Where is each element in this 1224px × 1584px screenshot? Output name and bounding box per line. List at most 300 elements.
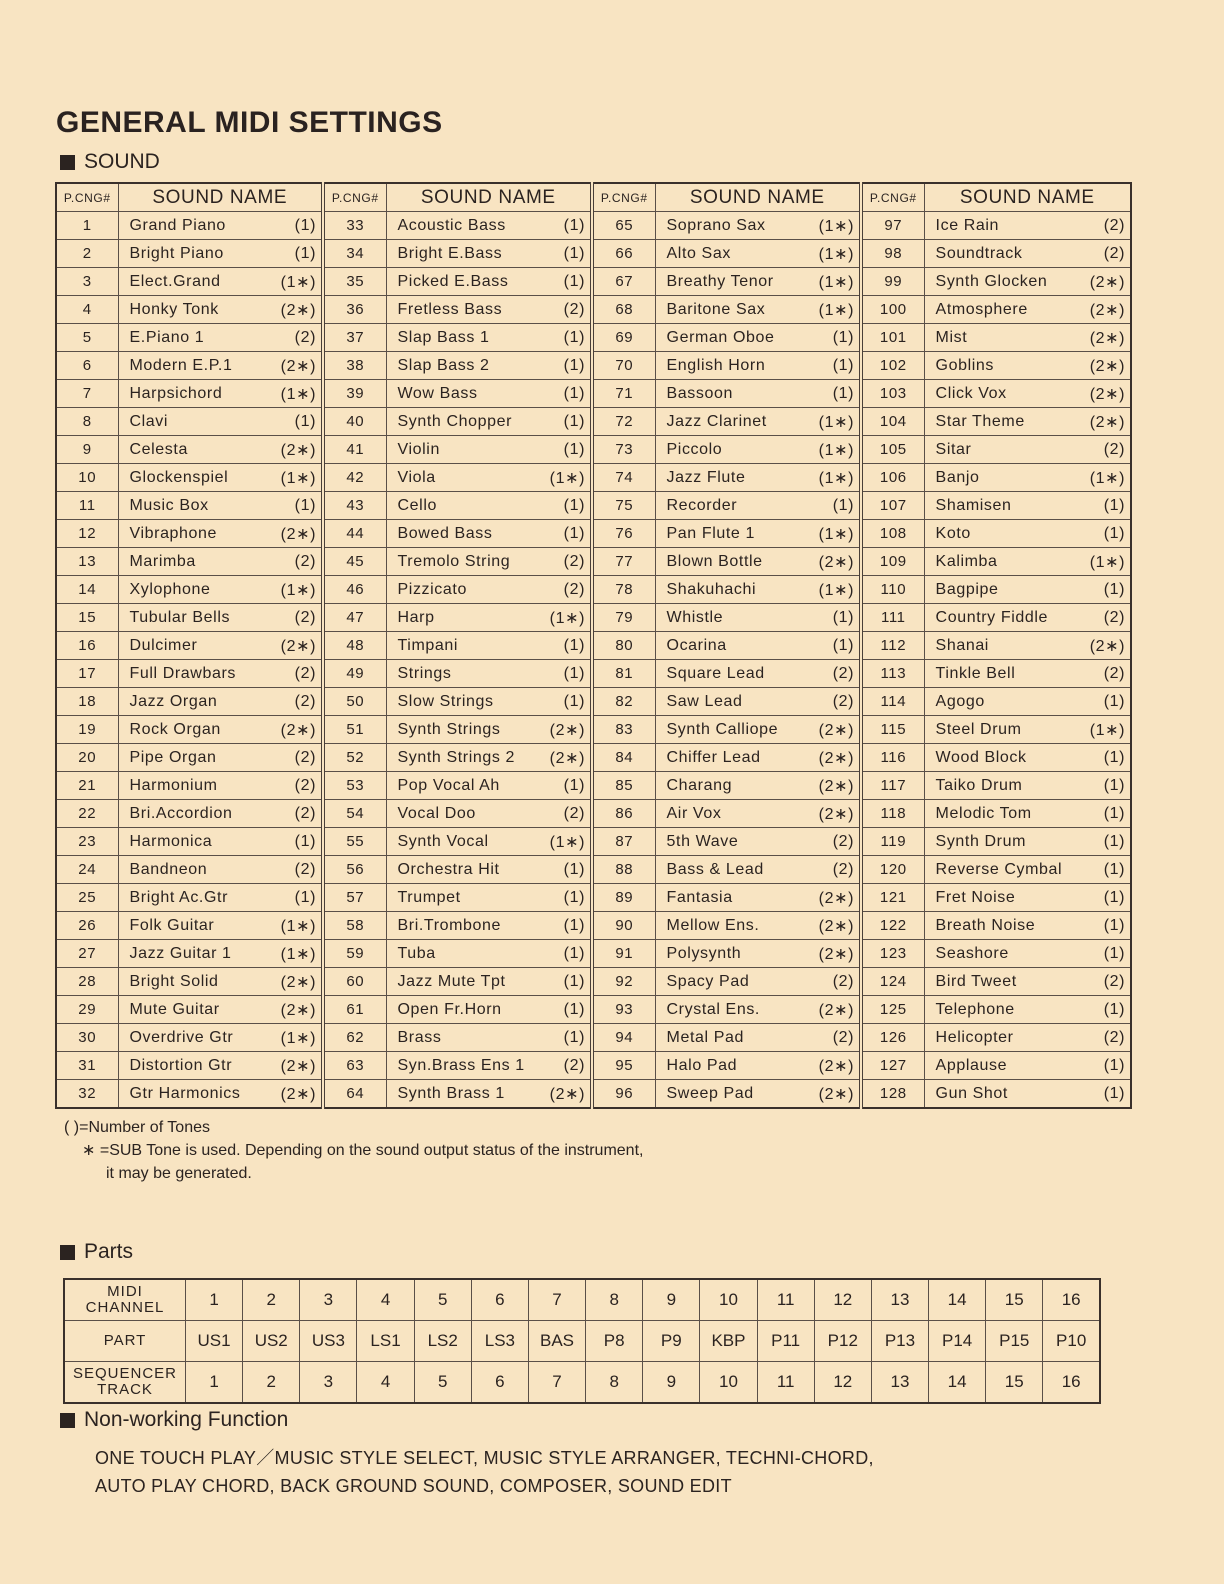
pcng-cell: 65 [592,212,655,240]
sound-name-cell: Applause [924,1052,1067,1080]
tones-cell: (2∗) [258,968,323,996]
sound-name-cell: Ice Rain [924,212,1067,240]
sound-name-cell: Harmonica [118,828,258,856]
tones-cell: (1∗) [798,408,861,436]
sound-name-cell: Taiko Drum [924,772,1067,800]
parts-cell: 2 [243,1362,300,1404]
tones-cell: (1) [529,996,592,1024]
parts-cell: 12 [814,1279,871,1321]
sound-name-cell: Fretless Bass [386,296,529,324]
table-row [56,268,1131,296]
pcng-cell: 1 [56,212,118,240]
sound-name-cell: Mute Guitar [118,996,258,1024]
pcng-cell: 102 [861,352,924,380]
sound-name-cell: Goblins [924,352,1067,380]
pcng-cell: 100 [861,296,924,324]
sound-name-cell: Star Theme [924,408,1067,436]
tones-cell: (1) [529,520,592,548]
sound-name-cell: Elect.Grand [118,268,258,296]
parts-row-label: PART [64,1321,186,1362]
tones-cell: (1∗) [258,576,323,604]
table-row [56,548,1131,576]
tones-cell: (1∗) [798,520,861,548]
sound-name-cell: Strings [386,660,529,688]
sound-name-cell: Mellow Ens. [655,912,798,940]
tones-cell: (1) [1067,800,1131,828]
tones-cell: (1) [529,632,592,660]
tones-cell: (1) [529,240,592,268]
sound-name-cell: Clavi [118,408,258,436]
tones-cell: (2) [258,324,323,352]
header-sound-name: SOUND NAME [386,183,592,212]
tones-cell: (1∗) [258,940,323,968]
sound-name-cell: Harmonium [118,772,258,800]
tones-cell: (2∗) [258,436,323,464]
sound-name-cell: Tuba [386,940,529,968]
pcng-cell: 38 [323,352,386,380]
parts-cell: 1 [186,1279,243,1321]
pcng-cell: 7 [56,380,118,408]
sound-name-cell: Bri.Accordion [118,800,258,828]
pcng-cell: 62 [323,1024,386,1052]
pcng-cell: 16 [56,632,118,660]
sound-name-cell: Soprano Sax [655,212,798,240]
pcng-cell: 103 [861,380,924,408]
tones-cell: (1) [798,632,861,660]
header-pcng: P.CNG# [861,183,924,212]
sound-name-cell: Mist [924,324,1067,352]
pcng-cell: 11 [56,492,118,520]
parts-cell: 6 [471,1362,528,1404]
pcng-cell: 104 [861,408,924,436]
table-row [56,520,1131,548]
tones-cell: (2) [258,772,323,800]
tones-cell: (2) [1067,1024,1131,1052]
parts-section-heading [60,1240,133,1264]
sound-name-cell: 5th Wave [655,828,798,856]
sound-name-cell: Helicopter [924,1024,1067,1052]
tones-cell: (1) [529,856,592,884]
sound-name-cell: Celesta [118,436,258,464]
sound-name-cell: Syn.Brass Ens 1 [386,1052,529,1080]
parts-cell: P9 [643,1321,700,1362]
bullet-square-icon [60,1245,75,1260]
parts-cell: P12 [814,1321,871,1362]
tones-cell: (1) [1067,828,1131,856]
tones-cell: (1) [529,884,592,912]
tones-cell: (1∗) [1067,464,1131,492]
pcng-cell: 115 [861,716,924,744]
parts-cell: 11 [757,1279,814,1321]
pcng-cell: 14 [56,576,118,604]
pcng-cell: 39 [323,380,386,408]
parts-cell: P10 [1043,1321,1100,1362]
header-sound-name: SOUND NAME [118,183,323,212]
pcng-cell: 81 [592,660,655,688]
table-row [56,968,1131,996]
parts-cell: P15 [986,1321,1043,1362]
pcng-cell: 86 [592,800,655,828]
sound-name-cell: Breath Noise [924,912,1067,940]
sound-name-cell: Open Fr.Horn [386,996,529,1024]
tones-cell: (2∗) [1067,380,1131,408]
tones-cell: (1) [529,268,592,296]
sound-name-cell: Bright E.Bass [386,240,529,268]
pcng-cell: 92 [592,968,655,996]
tones-cell: (2) [1067,212,1131,240]
tones-cell: (2) [1067,240,1131,268]
pcng-cell: 37 [323,324,386,352]
pcng-cell: 71 [592,380,655,408]
tones-cell: (1∗) [798,464,861,492]
pcng-cell: 123 [861,940,924,968]
sound-name-cell: Reverse Cymbal [924,856,1067,884]
pcng-cell: 33 [323,212,386,240]
tones-cell: (1) [529,1024,592,1052]
pcng-cell: 120 [861,856,924,884]
nonworking-heading-label: Non-working Function [84,1408,289,1431]
nonworking-section-heading [60,1408,288,1432]
sound-name-cell: Shamisen [924,492,1067,520]
pcng-cell: 25 [56,884,118,912]
sound-table [55,182,1132,1109]
sound-name-cell: Atmosphere [924,296,1067,324]
parts-cell: P8 [586,1321,643,1362]
tones-cell: (1) [1067,744,1131,772]
pcng-cell: 64 [323,1080,386,1109]
tones-cell: (2) [258,800,323,828]
parts-cell: 7 [528,1279,585,1321]
parts-cell: 12 [814,1362,871,1404]
pcng-cell: 54 [323,800,386,828]
table-row [56,464,1131,492]
pcng-cell: 94 [592,1024,655,1052]
sound-section-heading [60,150,160,174]
pcng-cell: 124 [861,968,924,996]
bullet-square-icon [60,155,75,170]
sound-name-cell: Recorder [655,492,798,520]
pcng-cell: 30 [56,1024,118,1052]
tones-cell: (1) [529,968,592,996]
tones-cell: (1) [258,884,323,912]
pcng-cell: 85 [592,772,655,800]
parts-cell: LS1 [357,1321,414,1362]
pcng-cell: 27 [56,940,118,968]
table-row [56,856,1131,884]
parts-cell: 5 [414,1362,471,1404]
sound-name-cell: Jazz Mute Tpt [386,968,529,996]
sound-name-cell: Wood Block [924,744,1067,772]
pcng-cell: 59 [323,940,386,968]
pcng-cell: 52 [323,744,386,772]
pcng-cell: 51 [323,716,386,744]
pcng-cell: 2 [56,240,118,268]
table-row [56,436,1131,464]
pcng-cell: 41 [323,436,386,464]
sound-name-cell: Bird Tweet [924,968,1067,996]
parts-cell: US3 [300,1321,357,1362]
sequencer-track-row [64,1362,1100,1404]
pcng-cell: 26 [56,912,118,940]
tones-cell: (2∗) [798,884,861,912]
tones-cell: (1∗) [798,436,861,464]
sound-name-cell: Banjo [924,464,1067,492]
tones-cell: (2∗) [1067,324,1131,352]
sound-name-cell: Folk Guitar [118,912,258,940]
tones-cell: (2∗) [258,632,323,660]
pcng-cell: 70 [592,352,655,380]
sound-name-cell: Alto Sax [655,240,798,268]
sound-name-cell: Ocarina [655,632,798,660]
parts-cell: US1 [186,1321,243,1362]
tones-cell: (2∗) [529,716,592,744]
tones-cell: (2) [258,744,323,772]
sound-name-cell: Synth Calliope [655,716,798,744]
table-row [56,240,1131,268]
tones-cell: (1∗) [529,604,592,632]
pcng-cell: 106 [861,464,924,492]
pcng-cell: 125 [861,996,924,1024]
sound-name-cell: Metal Pad [655,1024,798,1052]
parts-cell: 10 [700,1279,757,1321]
pcng-cell: 122 [861,912,924,940]
sound-name-cell: Picked E.Bass [386,268,529,296]
pcng-cell: 118 [861,800,924,828]
sound-name-cell: Synth Drum [924,828,1067,856]
parts-cell: LS2 [414,1321,471,1362]
tones-cell: (1) [798,492,861,520]
pcng-cell: 47 [323,604,386,632]
parts-cell: 8 [586,1279,643,1321]
pcng-cell: 84 [592,744,655,772]
tones-cell: (1) [529,380,592,408]
pcng-cell: 99 [861,268,924,296]
pcng-cell: 13 [56,548,118,576]
tones-cell: (2) [529,1052,592,1080]
sound-name-cell: Agogo [924,688,1067,716]
table-row [56,912,1131,940]
tones-cell: (2) [798,856,861,884]
tones-cell: (1∗) [529,464,592,492]
tones-cell: (2∗) [798,1052,861,1080]
tones-cell: (1) [529,212,592,240]
tones-cell: (1∗) [798,296,861,324]
pcng-cell: 57 [323,884,386,912]
sound-name-cell: Koto [924,520,1067,548]
table-row [56,632,1131,660]
parts-cell: 4 [357,1279,414,1321]
tones-cell: (1∗) [1067,548,1131,576]
parts-cell: 16 [1043,1279,1100,1321]
pcng-cell: 98 [861,240,924,268]
header-pcng: P.CNG# [323,183,386,212]
tones-cell: (2∗) [798,996,861,1024]
tones-cell: (2∗) [529,1080,592,1109]
sound-name-cell: Sweep Pad [655,1080,798,1109]
pcng-cell: 126 [861,1024,924,1052]
table-row [56,492,1131,520]
tones-cell: (1∗) [258,912,323,940]
sound-name-cell: Saw Lead [655,688,798,716]
pcng-cell: 60 [323,968,386,996]
sound-name-cell: Sitar [924,436,1067,464]
tones-cell: (1) [1067,520,1131,548]
pcng-cell: 35 [323,268,386,296]
sound-name-cell: English Horn [655,352,798,380]
sound-name-cell: Harp [386,604,529,632]
pcng-cell: 40 [323,408,386,436]
parts-cell: P11 [757,1321,814,1362]
tones-cell: (1) [529,436,592,464]
parts-cell: 11 [757,1362,814,1404]
sound-name-cell: Violin [386,436,529,464]
tones-cell: (2∗) [798,716,861,744]
sound-name-cell: Synth Vocal [386,828,529,856]
tones-cell: (2) [258,688,323,716]
sound-name-cell: Charang [655,772,798,800]
midi-channel-row [64,1279,1100,1321]
pcng-cell: 22 [56,800,118,828]
tones-cell: (1) [1067,884,1131,912]
sound-name-cell: Bright Ac.Gtr [118,884,258,912]
table-row [56,212,1131,240]
sound-name-cell: Fret Noise [924,884,1067,912]
tones-cell: (2) [529,296,592,324]
parts-cell: 9 [643,1279,700,1321]
header-pcng: P.CNG# [592,183,655,212]
tones-cell: (2) [258,856,323,884]
tones-cell: (2) [529,548,592,576]
sound-name-cell: Overdrive Gtr [118,1024,258,1052]
pcng-cell: 66 [592,240,655,268]
bullet-square-icon [60,1413,75,1428]
pcng-cell: 108 [861,520,924,548]
parts-cell: KBP [700,1321,757,1362]
parts-row-label: MIDI CHANNEL [64,1279,186,1321]
pcng-cell: 89 [592,884,655,912]
table-row [56,940,1131,968]
pcng-cell: 44 [323,520,386,548]
pcng-cell: 82 [592,688,655,716]
parts-row-label: SEQUENCER TRACK [64,1362,186,1404]
tones-cell: (2∗) [1067,632,1131,660]
page-title: GENERAL MIDI SETTINGS [56,106,443,139]
pcng-cell: 128 [861,1080,924,1109]
parts-table [63,1278,1101,1404]
parts-cell: 13 [871,1279,928,1321]
tones-cell: (1) [529,912,592,940]
sound-name-cell: Jazz Flute [655,464,798,492]
tones-cell: (2) [798,660,861,688]
pcng-cell: 43 [323,492,386,520]
pcng-cell: 76 [592,520,655,548]
sound-name-cell: Grand Piano [118,212,258,240]
pcng-cell: 24 [56,856,118,884]
sound-name-cell: Slap Bass 1 [386,324,529,352]
tones-cell: (1) [1067,772,1131,800]
sound-name-cell: Steel Drum [924,716,1067,744]
parts-cell: 14 [929,1362,986,1404]
pcng-cell: 111 [861,604,924,632]
sound-name-cell: Bri.Trombone [386,912,529,940]
parts-cell: 15 [986,1279,1043,1321]
part-row [64,1321,1100,1362]
table-row [56,604,1131,632]
pcng-cell: 28 [56,968,118,996]
sound-name-cell: Trumpet [386,884,529,912]
nonworking-line-2: AUTO PLAY CHORD, BACK GROUND SOUND, COMPOSER, SOUND EDIT [95,1476,732,1496]
tones-cell: (1∗) [258,464,323,492]
sound-name-cell: Bass & Lead [655,856,798,884]
parts-cell: 1 [186,1362,243,1404]
pcng-cell: 21 [56,772,118,800]
sound-name-cell: Wow Bass [386,380,529,408]
sound-name-cell: Pan Flute 1 [655,520,798,548]
sound-name-cell: Polysynth [655,940,798,968]
tones-cell: (2∗) [798,800,861,828]
tones-cell: (1∗) [798,576,861,604]
sound-name-cell: Whistle [655,604,798,632]
sound-name-cell: Pipe Organ [118,744,258,772]
tones-cell: (2) [1067,660,1131,688]
table-row [56,1052,1131,1080]
sound-name-cell: Slap Bass 2 [386,352,529,380]
parts-heading-label: Parts [84,1240,134,1263]
sound-name-cell: Acoustic Bass [386,212,529,240]
sound-name-cell: Cello [386,492,529,520]
tones-cell: (2∗) [258,1052,323,1080]
pcng-cell: 17 [56,660,118,688]
parts-cell: 16 [1043,1362,1100,1404]
table-row [56,884,1131,912]
pcng-cell: 36 [323,296,386,324]
tones-cell: (1∗) [798,268,861,296]
pcng-cell: 83 [592,716,655,744]
sound-name-cell: Bowed Bass [386,520,529,548]
header-pcng: P.CNG# [56,183,118,212]
parts-cell: 4 [357,1362,414,1404]
table-row [56,352,1131,380]
sound-name-cell: Harpsichord [118,380,258,408]
tones-cell: (2) [798,828,861,856]
sound-name-cell: Tubular Bells [118,604,258,632]
tones-cell: (2) [258,660,323,688]
sound-name-cell: Bright Piano [118,240,258,268]
sound-name-cell: Jazz Guitar 1 [118,940,258,968]
pcng-cell: 58 [323,912,386,940]
parts-cell: 13 [871,1362,928,1404]
sound-name-cell: Bassoon [655,380,798,408]
tones-cell: (1∗) [1067,716,1131,744]
pcng-cell: 96 [592,1080,655,1109]
sound-name-cell: Synth Chopper [386,408,529,436]
parts-cell: 5 [414,1279,471,1321]
pcng-cell: 75 [592,492,655,520]
tones-cell: (2∗) [798,912,861,940]
nonworking-list [95,1444,874,1500]
tones-cell: (1) [798,324,861,352]
pcng-cell: 42 [323,464,386,492]
sound-name-cell: Synth Brass 1 [386,1080,529,1109]
sound-name-cell: Country Fiddle [924,604,1067,632]
tones-cell: (1) [529,324,592,352]
pcng-cell: 45 [323,548,386,576]
tones-cell: (2∗) [1067,352,1131,380]
tones-cell: (2∗) [798,1080,861,1109]
parts-cell: 10 [700,1362,757,1404]
pcng-cell: 56 [323,856,386,884]
tones-cell: (2∗) [798,548,861,576]
